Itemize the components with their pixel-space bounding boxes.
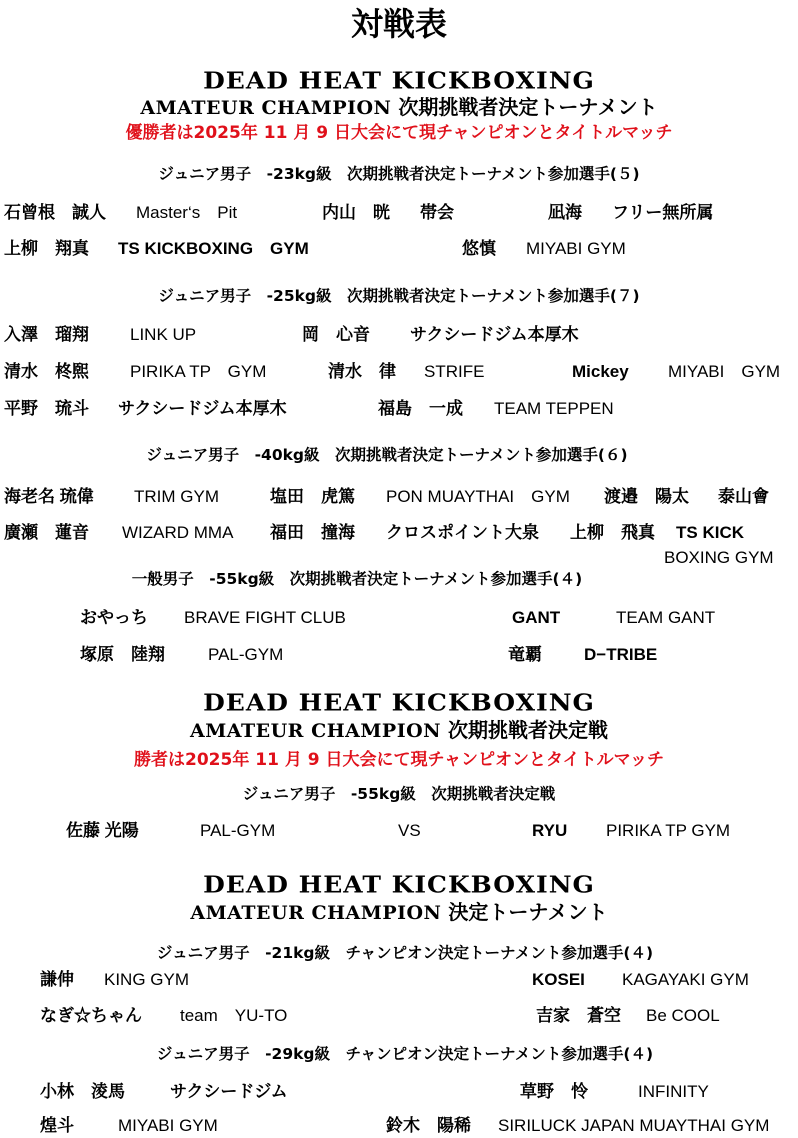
subtitle-3-b: 決定トーナメント <box>441 900 608 924</box>
gym-name: team YU-TO <box>180 1006 288 1025</box>
gym-name: STRIFE <box>424 362 485 381</box>
gym-name: MIYABI GYM <box>118 1116 218 1135</box>
gym-name: TEAM TEPPEN <box>494 399 614 418</box>
fighter-name: Mickey <box>572 362 629 381</box>
fighter-name: 石曾根 誠人 <box>4 203 106 222</box>
gym-name: MIYABI GYM <box>526 239 626 258</box>
category-title-3: ジュニア男子 -40kg級 次期挑戦者決定トーナメント参加選手(６) <box>146 446 628 464</box>
gym-name: D−TRIBE <box>584 645 658 664</box>
fighter-name: 悠慎 <box>462 239 496 258</box>
gym-name: PAL-GYM <box>208 645 284 664</box>
fighter-name: 吉家 蒼空 <box>536 1006 621 1025</box>
fighter-name: 廣瀬 蓮音 <box>4 523 89 542</box>
category-title-bout: ジュニア男子 -55kg級 次期挑戦者決定戦 <box>242 785 556 803</box>
gym-name: LINK UP <box>130 325 197 344</box>
category-title-5: ジュニア男子 -21kg級 チャンピオン決定トーナメント参加選手(４) <box>156 944 654 962</box>
gym-name: クロスポイント大泉 <box>386 523 539 542</box>
subtitle-1-b: 次期挑戦者決定トーナメント <box>391 95 658 119</box>
gym-name: PIRIKA TP GYM <box>606 821 731 840</box>
notice-2: 勝者は2025年 11 月 9 日大会にて現チャンピオンとタイトルマッチ <box>134 750 664 770</box>
fighter-name: 鈴木 陽稀 <box>386 1116 471 1135</box>
fighter-name: 入澤 瑠翔 <box>4 325 89 344</box>
fighter-name: 上柳 翔真 <box>4 239 89 258</box>
fighter-name: 佐藤 光陽 <box>66 821 139 840</box>
fighter-name: 岡 心音 <box>302 325 370 344</box>
fighter-name: 塩田 虎篤 <box>270 487 355 506</box>
gym-name: Be COOL <box>646 1006 720 1025</box>
subtitle-2-b: 次期挑戦者決定戦 <box>441 718 608 742</box>
gym-name: サクシードジム <box>170 1082 288 1101</box>
category-title-4: 一般男子 -55kg級 次期挑戦者決定トーナメント参加選手(４) <box>131 570 583 588</box>
gym-name-continued: BOXING GYM <box>664 548 774 567</box>
gym-name: PIRIKA TP GYM <box>130 362 267 381</box>
gym-name: BRAVE FIGHT CLUB <box>184 608 346 627</box>
gym-name: Master‘s Pit <box>136 203 238 222</box>
subtitle-2-a: AMATEUR CHAMPION <box>190 720 442 742</box>
page-title: 対戦表 <box>350 5 447 43</box>
fighter-name: 清水 律 <box>328 362 396 381</box>
fighter-name: 海老名 琉偉 <box>4 487 94 506</box>
fighter-name: なぎ☆ちゃん <box>40 1006 142 1025</box>
fighter-name: 福島 一成 <box>378 399 463 418</box>
notice-1: 優勝者は2025年 11 月 9 日大会にて現チャンピオンとタイトルマッチ <box>125 123 673 143</box>
subtitle-3 <box>0 902 798 923</box>
gym-name: INFINITY <box>638 1082 709 1101</box>
fighter-name: 煌斗 <box>40 1116 74 1135</box>
subtitle-1-a: AMATEUR CHAMPION <box>140 97 392 119</box>
fighter-name: 清水 柊煕 <box>4 362 89 381</box>
gym-name: フリー無所属 <box>612 203 714 222</box>
fighter-name: 渡邉 陽太 <box>604 487 689 506</box>
fighter-name: RYU <box>532 821 568 840</box>
fighter-name: 上柳 飛真 <box>570 523 655 542</box>
gym-name: MIYABI GYM <box>668 362 781 381</box>
brand-title-3: DEAD HEAT KICKBOXING <box>203 871 595 898</box>
gym-name: WIZARD MMA <box>122 523 234 542</box>
subtitle-2 <box>0 720 798 741</box>
fighter-name: 福田 撞海 <box>270 523 355 542</box>
gym-name: KAGAYAKI GYM <box>622 970 749 989</box>
fighter-name: 小林 淩馬 <box>40 1082 125 1101</box>
gym-name: サクシードジム本厚木 <box>118 399 287 418</box>
fighter-name: 謙伸 <box>40 970 74 989</box>
category-title-1: ジュニア男子 -23kg級 次期挑戦者決定トーナメント参加選手(５) <box>158 165 640 183</box>
category-title-2: ジュニア男子 -25kg級 次期挑戦者決定トーナメント参加選手(７) <box>158 287 640 305</box>
category-title-6: ジュニア男子 -29kg級 チャンピオン決定トーナメント参加選手(４) <box>156 1045 654 1063</box>
gym-name: 泰山會 <box>718 487 769 506</box>
fighter-name: 草野 怜 <box>520 1082 588 1101</box>
fighter-name: GANT <box>512 608 561 627</box>
versus-label: VS <box>398 821 421 840</box>
gym-name: TS KICKBOXING GYM <box>118 239 309 258</box>
gym-name: サクシードジム本厚木 <box>410 325 579 344</box>
brand-title-1: DEAD HEAT KICKBOXING <box>203 67 595 94</box>
gym-name: PON MUAYTHAI GYM <box>386 487 570 506</box>
gym-name: PAL-GYM <box>200 821 276 840</box>
fighter-name: 凪海 <box>548 203 582 222</box>
subtitle-3-a: AMATEUR CHAMPION <box>190 902 442 924</box>
fighter-name: 竜覇 <box>508 645 542 664</box>
fighter-name: 内山 晄 <box>322 203 390 222</box>
fighter-name: 塚原 陸翔 <box>80 645 165 664</box>
subtitle-1 <box>0 97 798 118</box>
gym-name: 帯会 <box>420 203 454 222</box>
gym-name: KING GYM <box>104 970 190 989</box>
gym-name: TRIM GYM <box>134 487 219 506</box>
gym-name: TEAM GANT <box>616 608 716 627</box>
gym-name: TS KICK <box>676 523 744 542</box>
brand-title-2: DEAD HEAT KICKBOXING <box>203 689 595 716</box>
fighter-name: 平野 琉斗 <box>4 399 89 418</box>
fighter-name: KOSEI <box>532 970 585 989</box>
gym-name: SIRILUCK JAPAN MUAYTHAI GYM <box>498 1116 770 1135</box>
fighter-name: おやっち <box>80 608 148 627</box>
